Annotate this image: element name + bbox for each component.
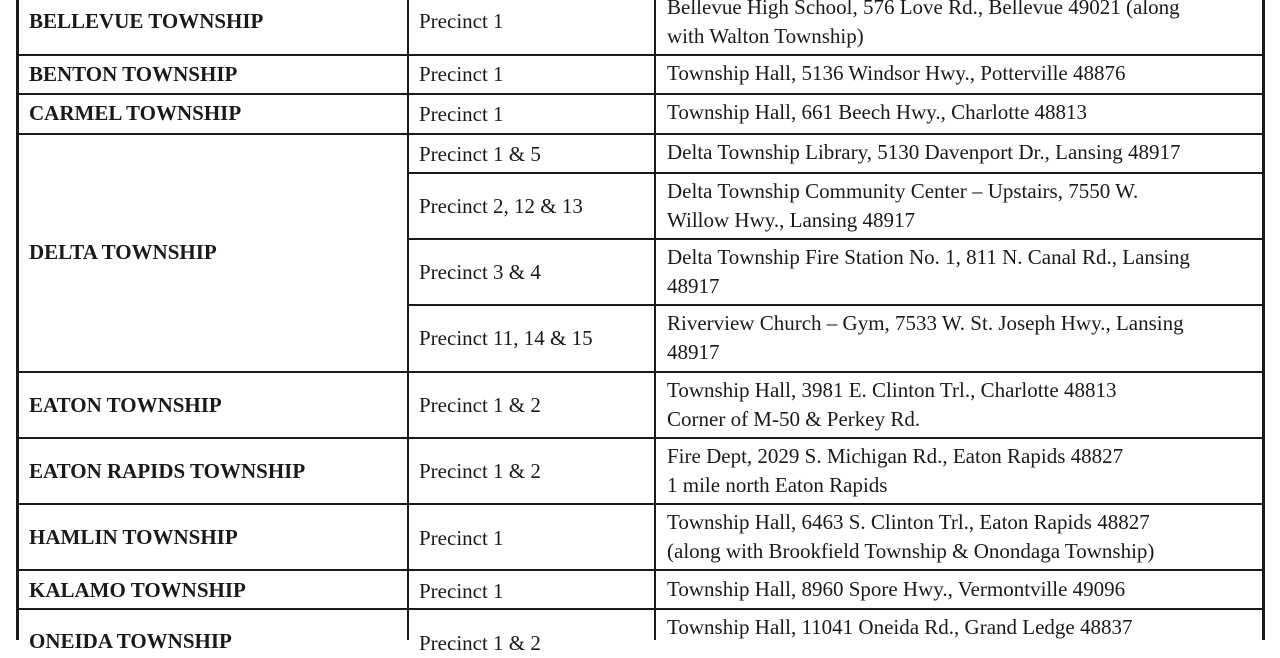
polling-location: Delta Township Fire Station No. 1, 811 N. Canal Rd., Lansing 48917 [667,245,1190,298]
polling-location: Fire Dept, 2029 S. Michigan Rd., Eaton Rapids 48827 1 mile north Eaton Rapids [667,444,1124,497]
polling-location: Township Hall, 661 Beech Hwy., Charlotte 48813 [667,100,1088,124]
township-name: HAMLIN TOWNSHIP [29,524,238,549]
precinct-label: Precinct 1 [419,102,504,126]
column-divider-2 [654,0,656,640]
polling-location: Township Hall, 6463 S. Clinton Trl., Eaton Rapids 48827 (along with Brookfield Township & Onondaga Township) [667,510,1155,563]
township-name: BELLEVUE TOWNSHIP [29,8,264,33]
row-divider [16,503,1265,505]
row-divider [16,133,1265,135]
township-name: KALAMO TOWNSHIP [29,577,246,602]
polling-location: Delta Township Library, 5130 Davenport Dr., Lansing 48917 [667,140,1181,164]
row-divider [16,437,1265,439]
township-name: EATON TOWNSHIP [29,392,222,417]
township-name: CARMEL TOWNSHIP [29,101,242,125]
row-divider [407,172,1265,174]
row-divider [407,238,1265,240]
township-name: ONEIDA TOWNSHIP [29,628,232,653]
row-divider [16,54,1265,56]
row-divider [16,608,1265,610]
polling-location: Township Hall, 11041 Oneida Rd., Grand Ledge 48837 [667,615,1133,639]
polling-location: Township Hall, 5136 Windsor Hwy., Potterville 48876 [667,61,1126,85]
township-name: EATON RAPIDS TOWNSHIP [29,458,306,483]
precinct-label: Precinct 11, 14 & 15 [419,325,593,350]
precinct-label: Precinct 1 & 2 [419,458,541,483]
polling-location: Township Hall, 8960 Spore Hwy., Vermontville 49096 [667,577,1126,601]
polling-location: Township Hall, 3981 E. Clinton Trl., Charlotte 48813 Corner of M-50 & Perkey Rd. [667,378,1117,431]
row-divider [16,93,1265,95]
polling-location: Bellevue High School, 576 Love Rd., Bellevue 49021 (along with Walton Township) [667,0,1180,48]
row-divider [407,304,1265,306]
polling-location: Riverview Church – Gym, 7533 W. St. Joseph Hwy., Lansing 48917 [667,311,1184,364]
precinct-label: Precinct 2, 12 & 13 [419,193,583,218]
township-name: DELTA TOWNSHIP [29,239,217,264]
table-border-left [16,0,19,640]
precinct-label: Precinct 1 & 2 [419,630,541,655]
township-name: BENTON TOWNSHIP [29,62,238,86]
column-divider-1 [407,0,409,640]
polling-location: Delta Township Community Center – Upstairs, 7550 W. Willow Hwy., Lansing 48917 [667,179,1139,232]
precinct-label: Precinct 1 & 2 [419,392,541,417]
precinct-label: Precinct 1 [419,525,504,550]
precinct-label: Precinct 1 & 5 [419,141,541,166]
precinct-label: Precinct 1 [419,8,504,33]
row-divider [16,569,1265,571]
precinct-label: Precinct 3 & 4 [419,259,541,284]
precinct-label: Precinct 1 [419,62,504,86]
row-divider [16,371,1265,373]
precinct-label: Precinct 1 [419,578,504,603]
